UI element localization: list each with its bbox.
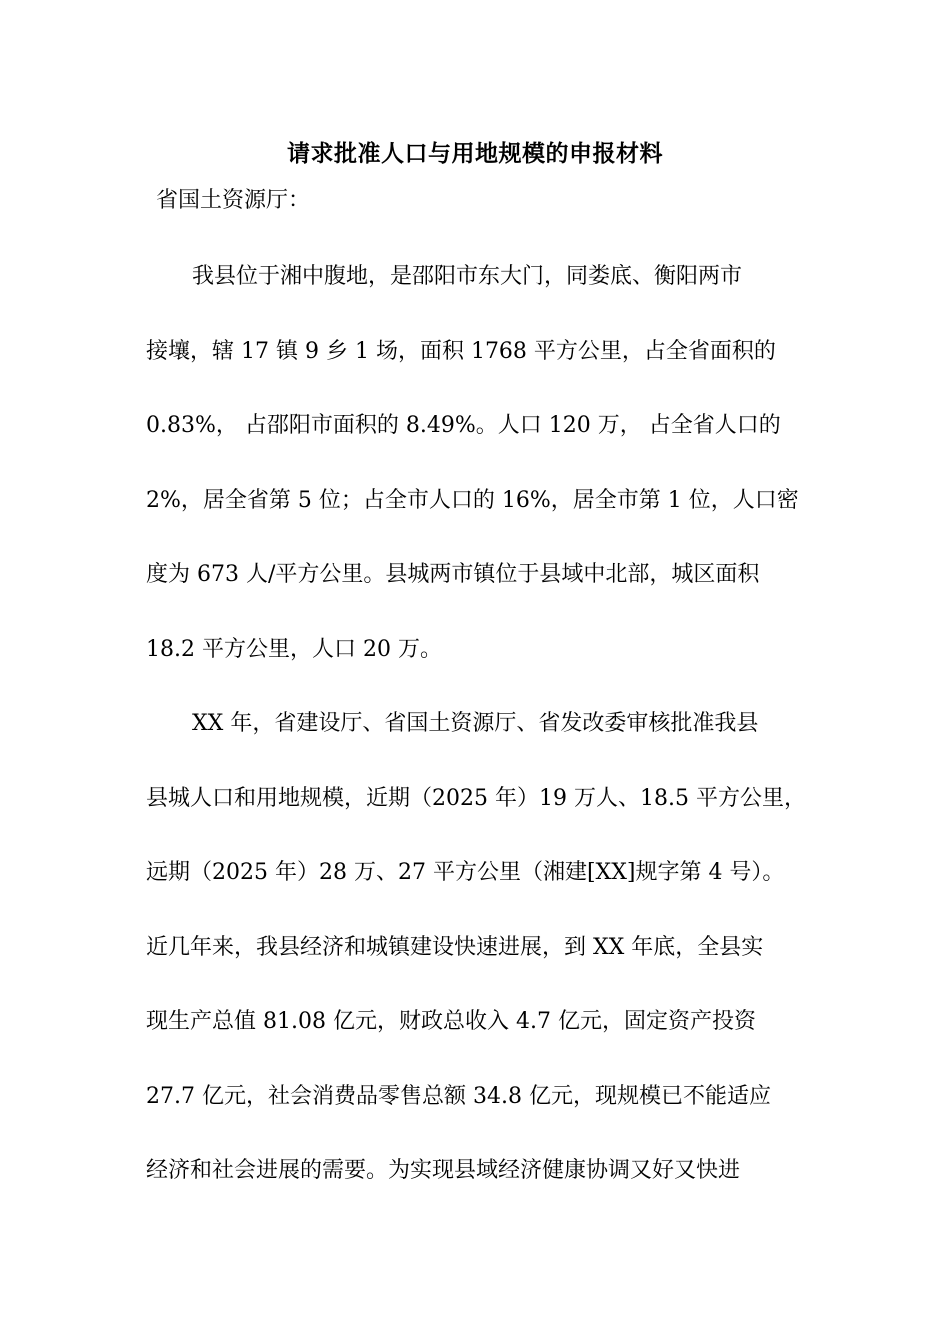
document-title: 请求批准人口与用地规模的申报材料 <box>287 140 663 167</box>
paragraph-line: 0.83%， 占邵阳市面积的 8.49%。人口 120 万， 占全省人口的 <box>146 413 781 438</box>
salutation: 省国土资源厅： <box>156 188 311 213</box>
paragraph-line: 27.7 亿元，社会消费品零售总额 34.8 亿元，现规模已不能适应 <box>146 1083 771 1109</box>
paragraph-line: 度为 673 人/平方公里。县城两市镇位于县域中北部，城区面积 <box>146 562 760 587</box>
paragraph-2 <box>146 687 814 1209</box>
paragraph-line: 我县位于湘中腹地，是邵阳市东大门，同娄底、衡阳两市 <box>192 264 743 289</box>
paragraph-line: XX 年，省建设厅、省国土资源厅、省发改委审核批准我县 <box>192 711 759 736</box>
paragraph-line: 现生产总值 81.08 亿元，财政总收入 4.7 亿元，固定资产投资 <box>146 1009 756 1034</box>
paragraph-line: 县城人口和用地规模，近期（2025 年）19 万人、18.5 平方公里， <box>146 785 806 811</box>
paragraph-1 <box>146 240 814 687</box>
paragraph-line: 经济和社会进展的需要。为实现县域经济健康协调又好又快进 <box>146 1158 741 1183</box>
paragraph-line: 18.2 平方公里，人口 20 万。 <box>146 636 442 662</box>
paragraph-line: 2%，居全省第 5 位；占全市人口的 16%，居全市第 1 位，人口密 <box>146 487 799 513</box>
paragraph-line: 接壤，辖 17 镇 9 乡 1 场，面积 1768 平方公里，占全省面积的 <box>146 338 776 364</box>
paragraph-line: 远期（2025 年）28 万、27 平方公里（湘建[XX]规字第 4 号）。 <box>146 860 785 885</box>
paragraph-line: 近几年来，我县经济和城镇建设快速进展，到 XX 年底，全县实 <box>146 934 764 960</box>
